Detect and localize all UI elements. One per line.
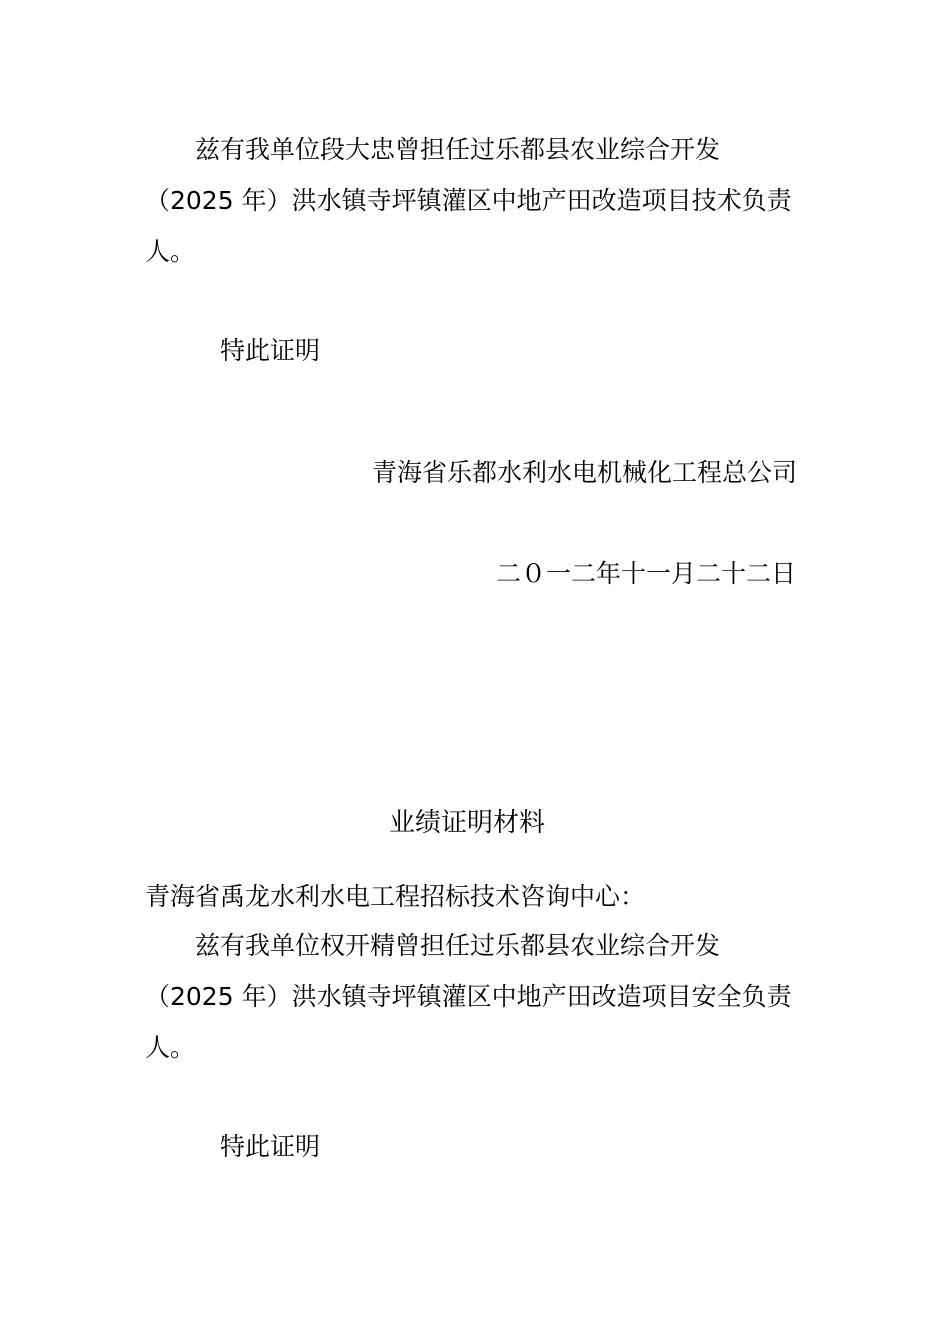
section2-certify-text: 特此证明: [220, 1132, 321, 1161]
section2-body-line-3: 人。: [145, 1033, 196, 1062]
document-title: 业绩证明材料: [389, 808, 546, 838]
section1-certify-text: 特此证明: [220, 336, 321, 365]
section1-body-line-2: （2025 年）洪水镇寺坪镇灌区中地产田改造项目技术负责: [145, 186, 792, 215]
signature-organization: 青海省乐都水利水电机械化工程总公司: [372, 458, 798, 487]
section2-body-line-2: （2025 年）洪水镇寺坪镇灌区中地产田改造项目安全负责: [145, 982, 792, 1011]
section1-body-line-3: 人。: [145, 237, 196, 266]
section2-body-line-1: 兹有我单位权开精曾担任过乐都县农业综合开发: [195, 931, 721, 960]
section1-body-line-1: 兹有我单位段大忠曾担任过乐都县农业综合开发: [195, 135, 721, 164]
recipient-line: 青海省禹龙水利水电工程招标技术咨询中心：: [145, 882, 646, 911]
signature-date: 二０一二年十一月二十二日: [496, 559, 797, 588]
